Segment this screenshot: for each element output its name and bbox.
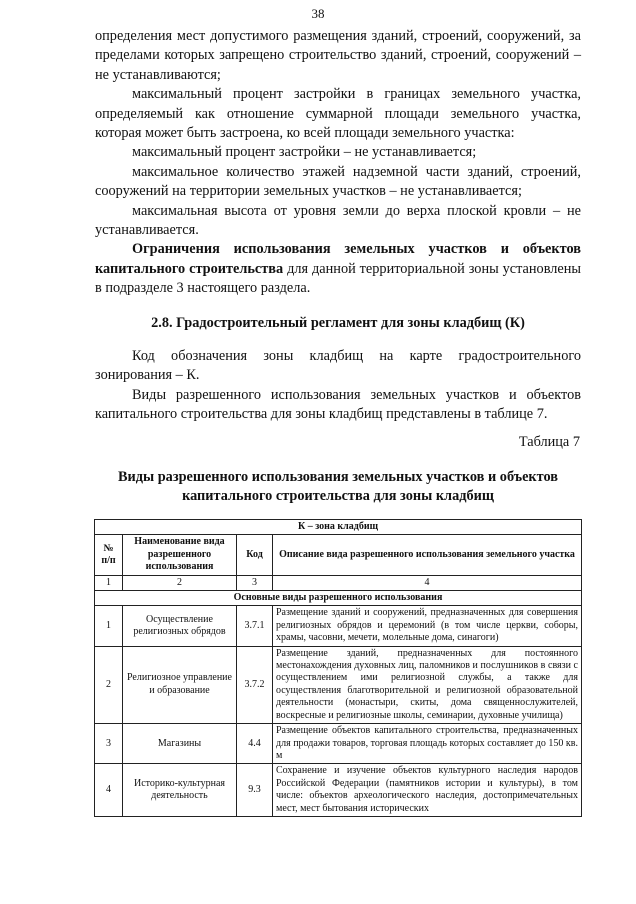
row-number: 1 [95,606,123,646]
group-header: Основные виды разрешенного использования [95,591,582,606]
zone-text [95,347,581,425]
restriction-bold: Ограничения использования земельных участков и объектов капитального строительства [95,241,581,277]
table-row [95,606,582,646]
paragraph: максимальный процент застройки – не устанавливается; [132,144,477,161]
row-code: 9.3 [237,764,273,817]
paragraph: Виды разрешенного использования земельных участков и объектов капитального строительства для зоны кладбищ представлены в таблице 7. [95,386,581,423]
zone-header-row [95,520,582,535]
header-row [95,535,582,575]
row-description: Размещение объектов капитального строительства, предназначенных для продажи товаров, торговая площадь которых составляет до 150 кв. м [273,724,582,764]
numbering-cell: 4 [273,575,582,590]
header-cell: Код [237,535,273,575]
row-number: 4 [95,764,123,817]
body-text [95,27,581,299]
zone-header: К – зона кладбищ [95,520,582,535]
header-cell: Описание вида разрешенного использования земельного участка [273,535,582,575]
group-header-row [95,591,582,606]
numbering-row [95,575,582,590]
row-description: Размещение зданий, предназначенных для постоянного местонахождения духовных лиц, паломников и послушников в связи с осуществлением ими религиозной службы, а также для осуществления благотворительной и религиозной образовательной деятельности (монастыри, скиты, дома священнослужителей, воскресные и религиозные школы, семинарии, духовные училища) [273,646,582,723]
paragraph: Код обозначения зоны кладбищ на карте градостроительного зонирования – К. [95,348,581,384]
table-row [95,724,582,764]
row-name: Осуществление религиозных обрядов [123,606,237,646]
numbering-cell: 3 [237,575,273,590]
table-row [95,764,582,817]
paragraph: максимальный процент застройки в границах земельного участка, определяемый как отношение суммарной площади земельного участка, которая может быть застроена, ко всей площади земельного участка: [95,86,581,142]
paragraph: максимальное количество этажей надземной части зданий, строений, сооружений на территории земельных участков – не устанавливается; [95,163,581,200]
restriction-paragraph [95,240,581,298]
row-number: 2 [95,646,123,723]
paragraph: определения мест допустимого размещения зданий, строений, сооружений, за пределами которых запрещено строительство зданий, строений, сооружений – не устанавливаются; [95,28,581,83]
header-cell: № п/п [95,535,123,575]
table-label: Таблица 7 [518,434,580,450]
table-title: Виды разрешенного использования земельных участков и объектов капитального строительства для зоны кладбищ [117,469,558,504]
restriction-rest: для данной территориальной зоны установлены в подразделе 3 настоящего раздела. [95,260,581,297]
header-cell: Наименование вида разрешенного использования [123,535,237,575]
paragraph: максимальная высота от уровня земли до верха плоской кровли – не устанавливается. [95,202,581,239]
regulation-table [94,519,582,817]
row-description: Размещение зданий и сооружений, предназначенных для совершения религиозных обрядов и церемоний (в том числе церкви, соборы, храмы, часовни, мечети, молельные дома, синагоги) [273,606,582,646]
row-description: Сохранение и изучение объектов культурного наследия народов Российской Федерации (памятников истории и культуры), в том числе: объектов археологического наследия, достопримечательных мест, мест бытования исторических [273,764,582,817]
row-name: Историко-культурная деятельность [123,764,237,817]
row-code: 4.4 [237,724,273,764]
row-name: Магазины [123,724,237,764]
numbering-cell: 1 [95,575,123,590]
numbering-cell: 2 [123,575,237,590]
row-code: 3.7.1 [237,606,273,646]
row-number: 3 [95,724,123,764]
row-name: Религиозное управление и образование [123,646,237,723]
page-number: 38 [311,6,325,21]
table-row [95,646,582,723]
row-code: 3.7.2 [237,646,273,723]
section-heading: 2.8. Градостроительный регламент для зоны кладбищ (К) [151,315,525,331]
